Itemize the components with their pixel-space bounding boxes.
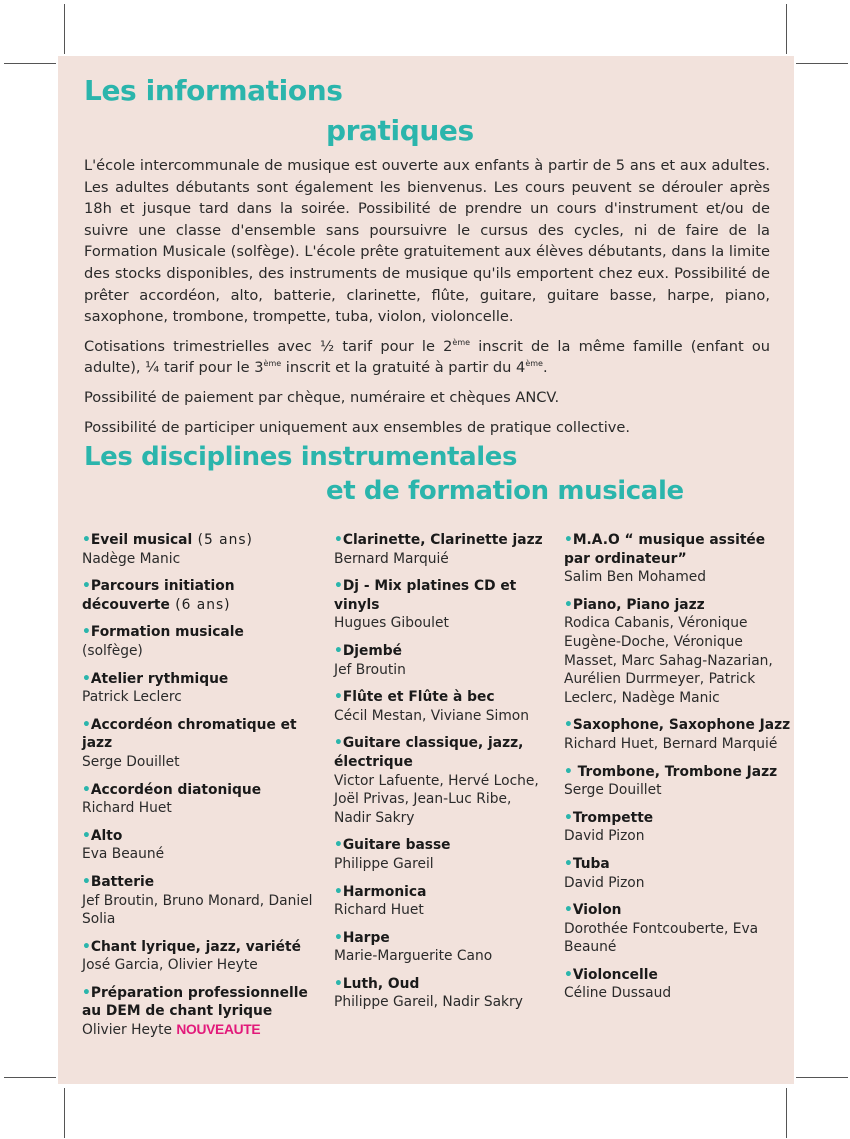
teacher-names: Marie-Marguerite Cano [334,948,493,965]
teacher-names: Victor Lafuente, Hervé Loche, Joël Privas, Jean-Luc Ribe, Nadir Sakry [334,772,539,826]
discipline-item [334,836,550,873]
discipline-teachers [564,735,794,754]
bullet-icon: • [334,929,343,946]
teacher-names: Eva Beauné [82,846,165,863]
discipline-name: Djembé [342,642,402,659]
discipline-item [334,688,550,725]
discipline-age: (5 ans) [192,532,253,548]
bullet-icon: • [564,966,573,983]
teacher-names: Richard Huet [82,800,172,817]
teacher-names: David Pizon [564,874,645,891]
section-title-disciplines-line1: Les disciplines instrumentales [84,442,518,472]
discipline-item [82,781,318,818]
bullet-icon: • [334,578,343,595]
discipline-teachers [82,1021,318,1040]
crop-mark [796,63,848,64]
fees-paragraph: Cotisations trimestrielles avec ½ tarif pour le 2ème inscrit de la même famille (enfant ou adulte), ¼ tarif pour le 3ème inscrit et la gratuité à partir du 4ème. [84,337,771,377]
discipline-item [334,642,550,679]
bullet-icon: • [82,781,91,798]
bullet-icon: • [82,984,91,1001]
discipline-item [564,809,794,846]
bullet-icon: • [564,532,573,548]
new-badge: NOUVEAUTE [176,1022,261,1038]
discipline-name: Alto [90,827,123,844]
discipline-item [82,873,318,929]
discipline-name: Trombone, Trombone Jazz [572,763,778,780]
discipline-name: Dj - Mix platines CD et vinyls [334,578,517,613]
bullet-icon: • [82,532,91,548]
discipline-name: Accordéon chromatique et jazz [82,716,297,752]
discipline-name: Violoncelle [572,966,658,983]
discipline-teachers [334,772,550,828]
discipline-name: M.A.O [572,532,620,548]
discipline-teachers [334,947,550,966]
discipline-teachers [564,827,794,846]
crop-mark [4,63,56,64]
discipline-teachers [564,920,794,957]
discipline-name: Parcours initiation découverte [82,578,235,613]
bullet-icon: • [564,596,573,613]
crop-mark [786,4,787,54]
discipline-teachers [82,642,318,661]
bullet-icon: • [564,855,573,872]
intro-paragraph: L'école intercommunale de musique est ouverte aux enfants à partir de 5 ans et aux adultes. Les adultes débutants sont également les bienvenus. Les cours peuvent se dérouler après 18h et jusque tard dans la soirée. Possibilité de prendre un cours d'instrument et/ou de suivre une classe d'ensemble sans poursuivre le cursus des cycles, ni de faire de la Formation Musicale (solfège). L'école prête gratuitement aux élèves débutants, dans la limite des stocks disponibles, des instruments de musique qu'ils emportent chez eux. Possibilité de prêter accordéon, alto, batterie, clarinette, flûte, guitare, guitare basse, harpe, piano, saxophone, trombone, trompette, tuba, violon, violoncelle. [84,157,770,326]
bullet-icon: • [82,938,91,955]
discipline-name: Batterie [90,873,155,890]
section-title-disciplines-line2: et de formation musicale [326,476,684,506]
bullet-icon: • [334,883,343,900]
discipline-name: Préparation professionnelle au DEM de chant lyrique [82,984,308,1020]
discipline-teachers [564,614,794,707]
discipline-name: Eveil musical [90,532,193,548]
discipline-teachers [564,781,794,800]
discipline-name: Tuba [572,855,610,872]
discipline-item [564,596,794,708]
teacher-names: Serge Douillet [82,753,180,770]
crop-mark [4,1077,56,1078]
bullet-icon: • [82,827,91,844]
crop-mark [64,4,65,54]
discipline-name: Chant lyrique, jazz, variété [90,938,301,955]
bullet-icon: • [82,578,91,595]
discipline-item [564,901,794,957]
discipline-teachers [564,568,794,587]
discipline-name: Flûte et Flûte à bec [342,689,495,706]
discipline-teachers [334,993,550,1012]
discipline-item [334,734,550,827]
discipline-item [82,716,318,772]
discipline-name: Piano, Piano jazz [572,596,705,613]
teacher-names: (solfège) [82,642,143,659]
discipline-name: Formation musicale [90,624,244,641]
teacher-names: Patrick Leclerc [82,689,182,706]
discipline-name: Clarinette, Clarinette jazz [342,532,543,548]
section-title-info-line1: Les informations [84,74,343,107]
crop-mark [786,1088,787,1138]
discipline-item [334,577,550,633]
bullet-icon: • [82,716,91,733]
discipline-age: (6 ans) [169,596,231,613]
discipline-item [82,623,318,660]
discipline-name: Harmonica [342,883,427,900]
discipline-name: Atelier rythmique [90,670,229,687]
bullet-icon: • [334,837,343,854]
bullet-icon: • [334,689,343,706]
discipline-teachers [334,901,550,920]
discipline-teachers [334,855,550,874]
bullet-icon: • [564,902,573,919]
discipline-teachers [334,707,550,726]
bullet-icon: • [564,809,573,826]
discipline-teachers [334,614,550,633]
teacher-names: Philippe Gareil, Nadir Sakry [334,994,523,1011]
bullet-icon: • [334,975,343,992]
discipline-item [82,984,318,1040]
discipline-column-2 [334,531,550,1021]
bullet-icon: • [82,624,91,641]
discipline-column-1 [82,531,318,1049]
discipline-item [82,670,318,707]
teacher-names: Richard Huet, Bernard Marquié [564,735,778,752]
discipline-teachers [82,688,318,707]
discipline-name-extra: “ musique assitée par ordinateur” [564,532,766,567]
discipline-item [82,577,318,614]
teacher-names: Dorothée Fontcouberte, Eva Beauné [564,920,759,956]
discipline-item [334,531,550,568]
bullet-icon: • [334,532,343,548]
discipline-item [564,763,794,800]
discipline-item [82,531,318,568]
discipline-name: Guitare basse [342,837,451,854]
discipline-teachers [334,550,550,569]
discipline-name: Accordéon diatonique [90,781,262,798]
teacher-names: José Garcia, Olivier Heyte [82,957,258,974]
discipline-name: Saxophone, Saxophone Jazz [572,717,791,734]
discipline-teachers [564,874,794,893]
discipline-column-3 [564,531,794,1012]
teacher-names: Cécil Mestan, Viviane Simon [334,707,529,724]
discipline-teachers [82,550,318,569]
discipline-item [334,883,550,920]
teacher-names: Philippe Gareil [334,855,434,872]
discipline-name: Luth, Oud [342,975,420,992]
bullet-icon: • [82,873,91,890]
discipline-item [334,929,550,966]
teacher-names: Serge Douillet [564,782,662,799]
discipline-item [564,716,794,753]
bullet-icon: • [334,735,343,752]
discipline-teachers [334,661,550,680]
discipline-name: Guitare classique, jazz, électrique [334,735,524,770]
discipline-teachers [82,956,318,975]
teacher-names: Hugues Giboulet [334,615,449,632]
teacher-names: Jef Broutin, Bruno Monard, Daniel Solia [82,892,313,928]
discipline-name: Violon [572,902,622,919]
discipline-item [82,938,318,975]
teacher-names: Richard Huet [334,902,424,919]
discipline-item [564,966,794,1003]
crop-mark [796,1077,848,1078]
teacher-names: Nadège Manic [82,550,181,567]
teacher-names: Rodica Cabanis, Véronique Eugène-Doche, Véronique Masset, Marc Sahag-Nazarian, Aurélien Durrmeyer, Patrick Leclerc, Nadège Manic [564,615,773,706]
bullet-icon: • [564,717,573,734]
discipline-item [82,827,318,864]
teacher-names: Jef Broutin [334,661,406,678]
ensembles-paragraph: Possibilité de participer uniquement aux ensembles de pratique collective. [84,418,631,436]
teacher-names: Salim Ben Mohamed [564,569,707,586]
discipline-item [564,531,794,587]
bullet-icon: • [334,642,343,659]
teacher-names: Olivier Heyte [82,1022,177,1039]
discipline-teachers [82,845,318,864]
teacher-names: Céline Dussaud [564,985,672,1002]
teacher-names: Bernard Marquié [334,550,449,567]
payment-paragraph: Possibilité de paiement par chèque, numéraire et chèques ANCV. [84,388,560,406]
discipline-teachers [82,753,318,772]
crop-mark [64,1088,65,1138]
discipline-name: Trompette [572,809,654,826]
discipline-teachers [564,984,794,1003]
discipline-item [564,855,794,892]
discipline-teachers [82,799,318,818]
teacher-names: David Pizon [564,828,645,845]
bullet-icon: • [82,670,91,687]
intro-text [84,155,770,446]
discipline-name: Harpe [342,929,390,946]
bullet-icon: • [564,763,573,780]
discipline-item [334,975,550,1012]
page-panel [58,56,794,1084]
discipline-teachers [82,892,318,929]
section-title-info-line2: pratiques [326,114,474,147]
